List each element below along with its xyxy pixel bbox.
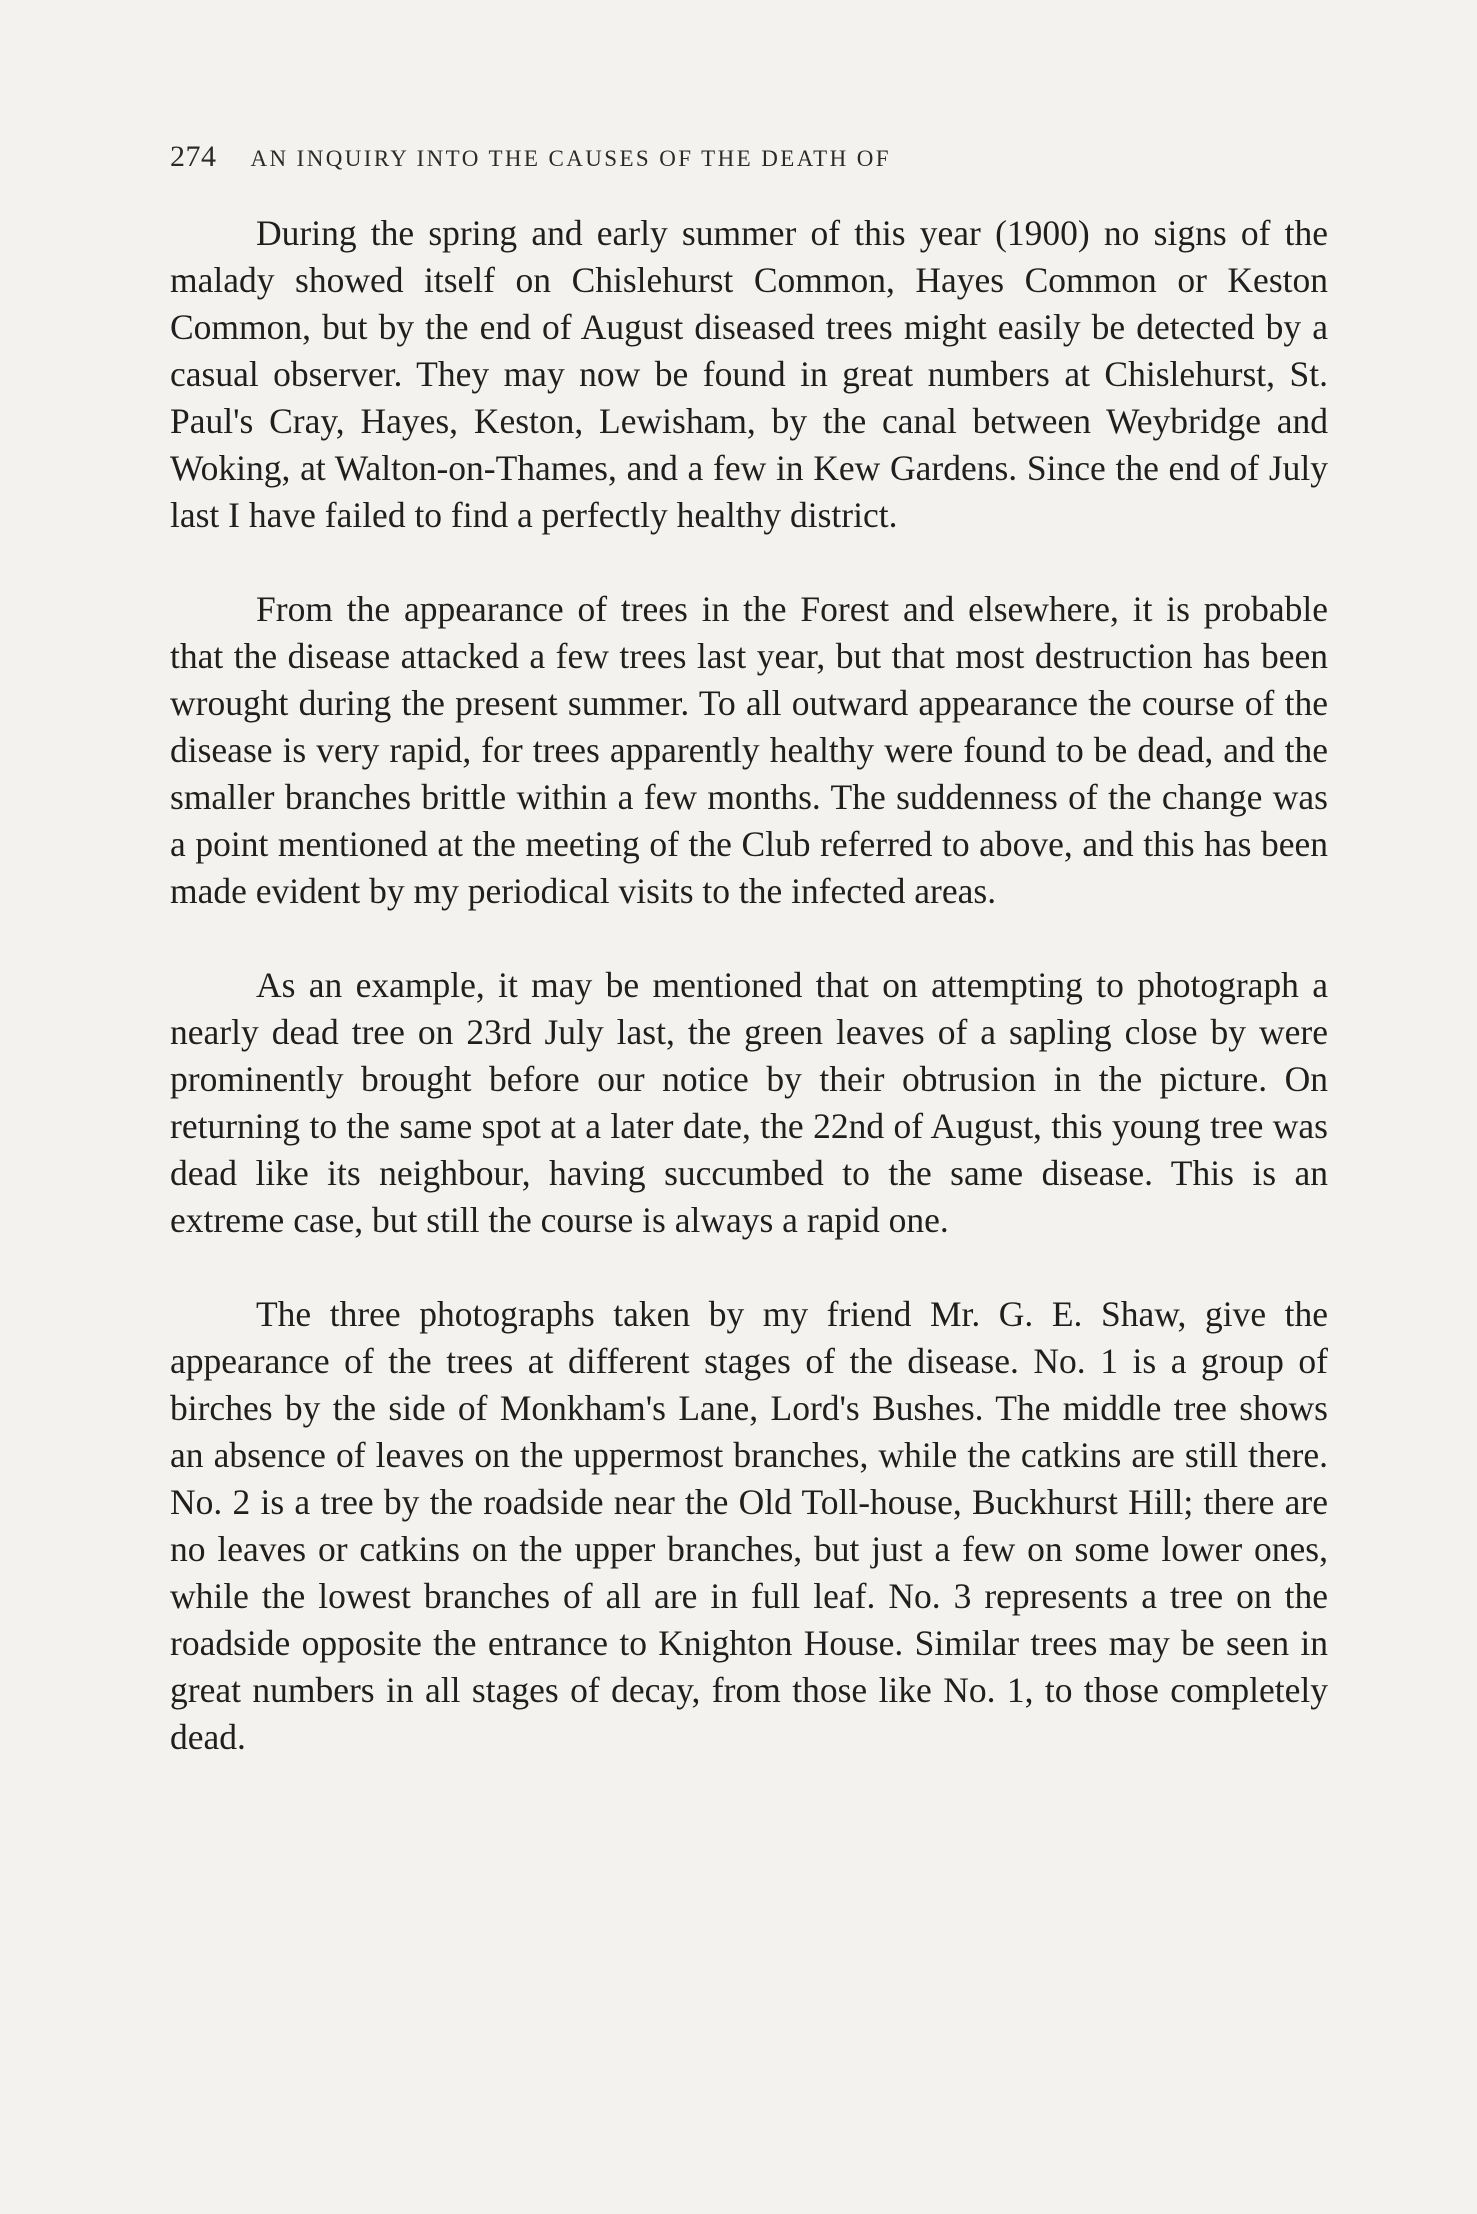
paragraph-2: From the appearance of trees in the Forest and elsewhere, it is probable that the disease attacked a few trees last year, but that most destruction has been wrought during the present summer. To all outward appearance the course of the disease is very rapid, for trees apparently healthy were found to be dead, and the smaller branches brittle within a few months. The suddenness of the change was a point mentioned at the meeting of the Club referred to above, and this has been made evident by my periodical visits to the infected areas.	[170, 589, 1328, 911]
body-text	[170, 210, 1328, 1761]
running-title: AN INQUIRY INTO THE CAUSES OF THE DEATH OF	[250, 146, 891, 171]
running-header	[170, 140, 1330, 180]
paragraph-4: The three photographs taken by my friend Mr. G. E. Shaw, give the appearance of the trees at different stages of the disease. No. 1 is a group of birches by the side of Monkham's Lane, Lord's Bushes. The middle tree shows an absence of leaves on the uppermost branches, while the catkins are still there. No. 2 is a tree by the roadside near the Old Toll-house, Buckhurst Hill; there are no leaves or catkins on the upper branches, but just a few on some lower ones, while the lowest branches of all are in full leaf. No. 3 represents a tree on the roadside opposite the entrance to Knighton House. Similar trees may be seen in great numbers in all stages of decay, from those like No. 1, to those completely dead.	[170, 1294, 1328, 1757]
paragraph-3: As an example, it may be mentioned that on attempting to photograph a nearly dead tree on 23rd July last, the green leaves of a sapling close by were prominently brought before our notice by their obtrusion in the picture. On returning to the same spot at a later date, the 22nd of August, this young tree was dead like its neighbour, having succumbed to the same disease. This is an extreme case, but still the course is always a rapid one.	[170, 965, 1328, 1240]
paragraph-1: During the spring and early summer of this year (1900) no signs of the malady showed itself on Chislehurst Common, Hayes Common or Keston Common, but by the end of August diseased trees might easily be detected by a casual observer. They may now be found in great numbers at Chislehurst, St. Paul's Cray, Hayes, Keston, Lewisham, by the canal between Weybridge and Woking, at Walton-on-Thames, and a few in Kew Gardens. Since the end of July last I have failed to find a perfectly healthy district.	[170, 213, 1328, 535]
page-number: 274	[170, 140, 217, 173]
